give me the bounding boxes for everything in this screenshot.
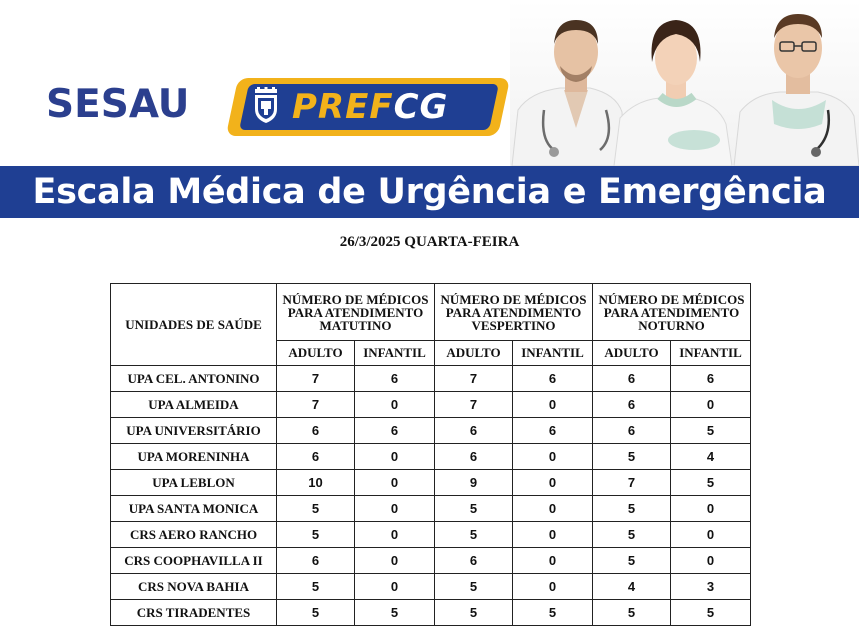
doctor-count-cell: 5 bbox=[671, 470, 751, 496]
doctor-count-cell: 0 bbox=[671, 522, 751, 548]
doctor-count-cell: 4 bbox=[671, 444, 751, 470]
coat-of-arms-icon bbox=[252, 87, 280, 125]
column-header: ADULTO bbox=[593, 341, 671, 366]
doctor-count-cell: 6 bbox=[593, 392, 671, 418]
unit-name-cell: UPA SANTA MONICA bbox=[111, 496, 277, 522]
unit-name-cell: CRS NOVA BAHIA bbox=[111, 574, 277, 600]
doctor-count-cell: 5 bbox=[593, 548, 671, 574]
prefcg-logo-text: PREFCG bbox=[292, 87, 449, 127]
doctor-count-cell: 0 bbox=[355, 470, 435, 496]
doctor-count-cell: 5 bbox=[435, 522, 513, 548]
doctor-count-cell: 6 bbox=[355, 418, 435, 444]
unit-name-cell: UPA ALMEIDA bbox=[111, 392, 277, 418]
doctor-count-cell: 6 bbox=[513, 418, 593, 444]
table-row bbox=[111, 470, 751, 496]
doctor-count-cell: 6 bbox=[277, 444, 355, 470]
column-header: INFANTIL bbox=[513, 341, 593, 366]
doctor-count-cell: 0 bbox=[355, 392, 435, 418]
doctor-count-cell: 0 bbox=[513, 496, 593, 522]
unit-name-cell: UPA LEBLON bbox=[111, 470, 277, 496]
page-title: Escala Médica de Urgência e Emergência bbox=[32, 172, 827, 212]
doctor-count-cell: 0 bbox=[671, 496, 751, 522]
doctor-count-cell: 5 bbox=[593, 600, 671, 626]
column-header: INFANTIL bbox=[671, 341, 751, 366]
table-row bbox=[111, 600, 751, 626]
doctor-count-cell: 3 bbox=[671, 574, 751, 600]
table-row bbox=[111, 496, 751, 522]
doctor-count-cell: 6 bbox=[593, 366, 671, 392]
sesau-logo: SESAU bbox=[46, 82, 190, 127]
unit-name-cell: UPA MORENINHA bbox=[111, 444, 277, 470]
table-row bbox=[111, 522, 751, 548]
doctor-count-cell: 5 bbox=[671, 418, 751, 444]
doctor-count-cell: 5 bbox=[277, 574, 355, 600]
doctor-count-cell: 7 bbox=[435, 366, 513, 392]
doctor-count-cell: 0 bbox=[355, 496, 435, 522]
table-row bbox=[111, 574, 751, 600]
doctor-count-cell: 0 bbox=[513, 574, 593, 600]
doctor-count-cell: 4 bbox=[593, 574, 671, 600]
doctor-count-cell: 0 bbox=[355, 444, 435, 470]
doctor-count-cell: 10 bbox=[277, 470, 355, 496]
column-header: INFANTIL bbox=[355, 341, 435, 366]
doctor-count-cell: 0 bbox=[513, 548, 593, 574]
doctor-count-cell: 9 bbox=[435, 470, 513, 496]
doctor-count-cell: 0 bbox=[513, 392, 593, 418]
morning-group-header: NÚMERO DE MÉDICOS PARA ATENDIMENTO MATUTINO bbox=[277, 284, 435, 341]
table-header-row bbox=[111, 284, 751, 341]
night-group-header: NÚMERO DE MÉDICOS PARA ATENDIMENTO NOTURNO bbox=[593, 284, 751, 341]
doctor-count-cell: 0 bbox=[355, 548, 435, 574]
doctor-count-cell: 0 bbox=[513, 444, 593, 470]
table-row bbox=[111, 418, 751, 444]
doctor-count-cell: 7 bbox=[277, 366, 355, 392]
doctor-count-cell: 7 bbox=[593, 470, 671, 496]
doctor-count-cell: 5 bbox=[435, 600, 513, 626]
doctor-count-cell: 7 bbox=[277, 392, 355, 418]
column-header: ADULTO bbox=[435, 341, 513, 366]
table-row bbox=[111, 366, 751, 392]
doctor-count-cell: 0 bbox=[671, 548, 751, 574]
doctor-count-cell: 7 bbox=[435, 392, 513, 418]
doctor-count-cell: 0 bbox=[355, 574, 435, 600]
doctor-count-cell: 5 bbox=[593, 522, 671, 548]
doctor-count-cell: 6 bbox=[671, 366, 751, 392]
unit-name-cell: UPA UNIVERSITÁRIO bbox=[111, 418, 277, 444]
doctor-count-cell: 5 bbox=[593, 444, 671, 470]
unit-name-cell: CRS TIRADENTES bbox=[111, 600, 277, 626]
doctor-count-cell: 5 bbox=[593, 496, 671, 522]
doctor-count-cell: 5 bbox=[355, 600, 435, 626]
doctor-count-cell: 5 bbox=[277, 496, 355, 522]
doctor-count-cell: 0 bbox=[671, 392, 751, 418]
doctor-count-cell: 5 bbox=[435, 574, 513, 600]
doctor-count-cell: 6 bbox=[435, 548, 513, 574]
afternoon-group-header: NÚMERO DE MÉDICOS PARA ATENDIMENTO VESPERTINO bbox=[435, 284, 593, 341]
doctor-count-cell: 6 bbox=[593, 418, 671, 444]
doctor-count-cell: 5 bbox=[513, 600, 593, 626]
doctor-count-cell: 6 bbox=[277, 418, 355, 444]
doctor-count-cell: 6 bbox=[355, 366, 435, 392]
unit-name-cell: CRS COOPHAVILLA II bbox=[111, 548, 277, 574]
schedule-date: 26/3/2025 QUARTA-FEIRA bbox=[339, 234, 520, 250]
doctor-count-cell: 5 bbox=[435, 496, 513, 522]
schedule-table bbox=[110, 283, 751, 626]
doctor-count-cell: 5 bbox=[277, 522, 355, 548]
table-row bbox=[111, 444, 751, 470]
table-row bbox=[111, 392, 751, 418]
doctor-count-cell: 6 bbox=[513, 366, 593, 392]
doctor-count-cell: 0 bbox=[355, 522, 435, 548]
unit-name-cell: CRS AERO RANCHO bbox=[111, 522, 277, 548]
header bbox=[0, 0, 859, 218]
unit-column-header: UNIDADES DE SAÚDE bbox=[111, 284, 277, 366]
doctor-count-cell: 5 bbox=[277, 600, 355, 626]
unit-name-cell: UPA CEL. ANTONINO bbox=[111, 366, 277, 392]
doctor-count-cell: 0 bbox=[513, 522, 593, 548]
column-header: ADULTO bbox=[277, 341, 355, 366]
doctor-count-cell: 0 bbox=[513, 470, 593, 496]
table-row bbox=[111, 548, 751, 574]
doctor-count-cell: 5 bbox=[671, 600, 751, 626]
doctor-count-cell: 6 bbox=[435, 444, 513, 470]
doctors-photo bbox=[510, 0, 859, 166]
doctor-count-cell: 6 bbox=[435, 418, 513, 444]
doctor-count-cell: 6 bbox=[277, 548, 355, 574]
